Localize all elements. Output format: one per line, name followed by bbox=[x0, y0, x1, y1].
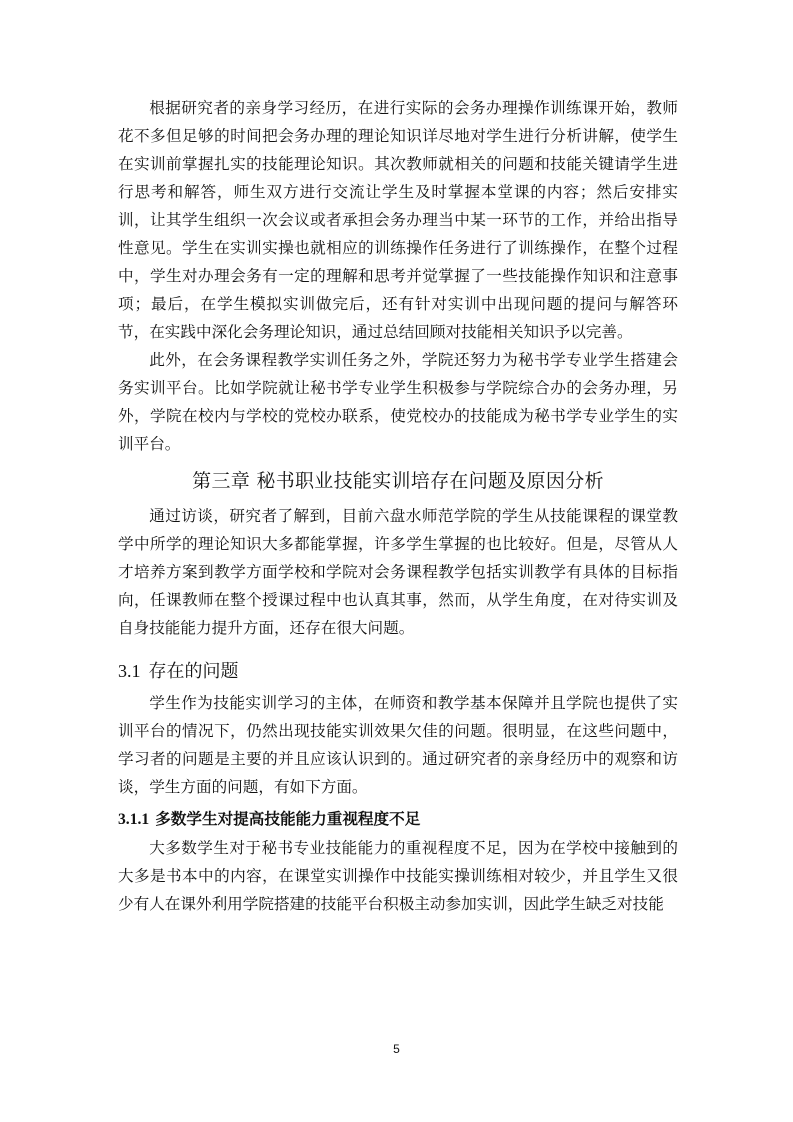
body-paragraph: 通过访谈，研究者了解到，目前六盘水师范学院的学生从技能课程的课堂教学中所学的理论知识大多都能掌握，许多学生掌握的也比较好。但是，尽管从人才培养方案到教学方面学校和学院对会务课程教学包括实训教学有具体的目标指向，任课教师在整个授课过程中也认真其事，然而，从学生角度，在对待实训及自身技能能力提升方面，还存在很大问题。 bbox=[118, 507, 678, 637]
section-number: 3.1 bbox=[118, 661, 141, 681]
chapter-heading: 第三章 秘书职业技能实训培存在问题及原因分析 bbox=[192, 470, 604, 492]
section-title: 存在的问题 bbox=[148, 661, 239, 682]
subsection-heading bbox=[118, 805, 678, 834]
subsection-title: 多数学生对提高技能能力重视程度不足 bbox=[155, 810, 421, 828]
section-heading bbox=[118, 656, 678, 687]
body-paragraph: 根据研究者的亲身学习经历，在进行实际的会务办理操作训练课开始，教师花不多但足够的时间把会务办理的理论知识详尽地对学生进行分析讲解，使学生在实训前掌握扎实的技能理论知识。其次教师就相关的问题和技能关键请学生进行思考和解答，师生双方进行交流让学生及时掌握本堂课的内容；然后安排实训，让其学生组织一次会议或者承担会务办理当中某一环节的工作，并给出指导性意见。学生在实训实操也就相应的训练操作任务进行了训练操作，在整个过程中，学生对办理会务有一定的理解和思考并觉掌握了一些技能操作知识和注意事项；最后，在学生模拟实训做完后，还有针对实训中出现问题的提问与解答环节，在实践中深化会务理论知识，通过总结回顾对技能相关知识予以完善。 bbox=[118, 99, 678, 341]
body-paragraph: 此外，在会务课程教学实训任务之外，学院还努力为秘书学专业学生搭建会务实训平台。比如学院就让秘书学专业学生积极参与学院综合办的会务办理，另外，学院在校内与学校的党校办联系，使党校办的技能成为秘书学专业学生的实训平台。 bbox=[118, 351, 678, 453]
body-paragraph: 学生作为技能实训学习的主体，在师资和教学基本保障并且学院也提供了实训平台的情况下，仍然出现技能实训效果欠佳的问题。很明显，在这些问题中，学习者的问题是主要的并且应该认识到的。通过研究者的亲身经历中的观察和访谈，学生方面的问题，有如下方面。 bbox=[118, 694, 678, 796]
page-number: 5 bbox=[393, 1042, 400, 1056]
body-paragraph: 大多数学生对于秘书专业技能能力的重视程度不足，因为在学校中接触到的大多是书本中的内容，在课堂实训操作中技能实操训练相对较少，并且学生又很少有人在课外利用学院搭建的技能平台积极主动参加实训，因此学生缺乏对技能 bbox=[118, 839, 678, 913]
subsection-number: 3.1.1 bbox=[118, 811, 150, 828]
document-body bbox=[118, 94, 678, 918]
